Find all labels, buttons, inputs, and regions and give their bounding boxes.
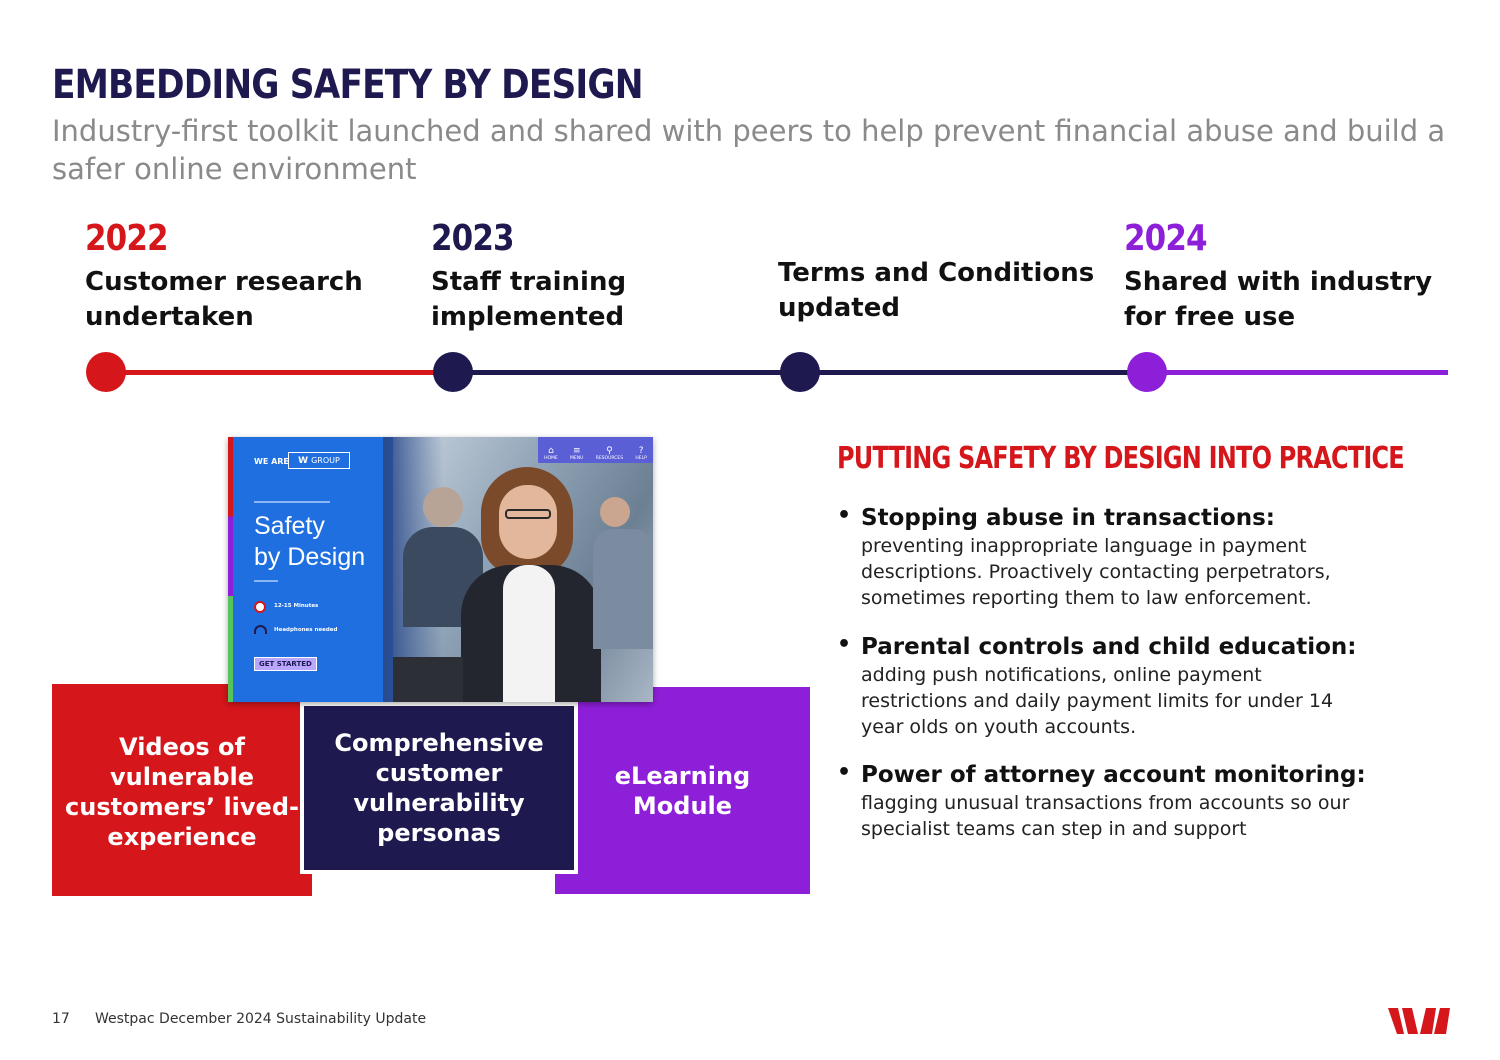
westpac-w-logo-icon [1388,1008,1450,1034]
milestone-text-2024: Shared with industry for free use [1124,267,1433,332]
timeline-line-red [106,370,453,375]
screenshot-divider [254,501,330,503]
woman-shirt [503,565,555,702]
nav-help[interactable]: ? HELP [635,446,647,461]
milestone-year-2024: 2024 [1124,218,1207,259]
practice-item-heading: Parental controls and child education: [861,634,1357,660]
headphones-icon [254,625,267,634]
personas-box-text: Comprehensive customer vulnerability personas [334,729,544,847]
practice-item-body: adding push notifications, online payment restrictions and daily payment limits for under 14 year olds on youth accounts. [861,664,1334,738]
practice-item-body: flagging unusual transactions from accounts so our specialist teams can step in and support [861,792,1350,840]
timeline-dot-2022 [86,352,126,392]
videos-box [52,684,312,896]
elearning-screenshot [228,437,653,702]
practice-item [837,760,1437,842]
elearning-box-text: eLearning Module [614,761,751,820]
screenshot-brand-logo [288,452,350,469]
milestone-year-2022: 2022 [85,218,168,259]
screenshot-brand-prefix: WE ARE [254,457,289,466]
clock-icon [254,601,266,613]
smiling-woman-photo [393,437,653,702]
milestone-text-2023: Staff training implemented [431,267,627,332]
practice-item [837,503,1437,611]
milestone-text-2022: Customer research undertaken [85,267,363,332]
timeline-dot-2024 [1127,352,1167,392]
woman-face [499,485,557,559]
timeline-dot-2023 [433,352,473,392]
screenshot-title-line2: by Design [254,543,366,571]
background-person-right-body [593,529,653,649]
bullet-icon: • [837,503,852,528]
personas-box [300,702,578,874]
practice-title: PUTTING SAFETY BY DESIGN INTO PRACTICE [837,441,1404,476]
search-icon: ⚲ [606,446,613,456]
screenshot-duration: 12-15 Minutes [274,603,319,609]
page-subtitle: Industry-first toolkit launched and shared with peers to help prevent financial abuse and build a safer online environment [52,114,1446,186]
footer-source: Westpac December 2024 Sustainability Update [95,1011,427,1027]
bullet-icon: • [837,760,852,785]
screenshot-w-icon: W [298,455,309,466]
screenshot-requirement: Headphones needed [274,627,338,633]
screenshot-nav [538,437,653,463]
practice-item [837,632,1437,740]
screenshot-title [254,511,365,573]
screenshot-accent-strip [228,437,233,702]
timeline-dot-terms [780,352,820,392]
bullet-icon: • [837,632,852,657]
screenshot-divider-small [254,580,278,582]
milestone-year-2023: 2023 [431,218,514,259]
glasses-icon [505,509,551,519]
nav-resources[interactable]: ⚲ RESOURCES [595,446,624,461]
nav-home[interactable]: ⌂ HOME [544,446,558,461]
screenshot-title-line1: Safety [254,512,325,540]
screenshot-brand-name: GROUP [311,456,340,465]
background-person-head [423,487,463,527]
home-icon: ⌂ [548,446,554,456]
milestone-text-terms: Terms and Conditions updated [778,258,1095,323]
videos-box-text: Videos of vulnerable customers’ lived-experience [65,733,299,851]
laptop [393,657,463,702]
get-started-button[interactable]: GET STARTED [254,657,317,671]
screenshot-panel [228,437,393,702]
page-number: 17 [52,1011,70,1027]
practice-item-heading: Stopping abuse in transactions: [861,505,1275,531]
practice-item-body: preventing inappropriate language in payment descriptions. Proactively contacting perpetrators, sometimes reporting them to law enforcement. [861,535,1331,609]
background-person-right-head [600,497,630,527]
timeline-line-purple [1147,370,1448,375]
menu-icon: ≡ [572,446,581,456]
practice-item-heading: Power of attorney account monitoring: [861,762,1366,788]
elearning-box [555,687,810,894]
page-title: EMBEDDING SAFETY BY DESIGN [52,62,643,108]
nav-menu[interactable]: ≡ MENU [570,446,584,461]
help-icon: ? [638,446,644,456]
